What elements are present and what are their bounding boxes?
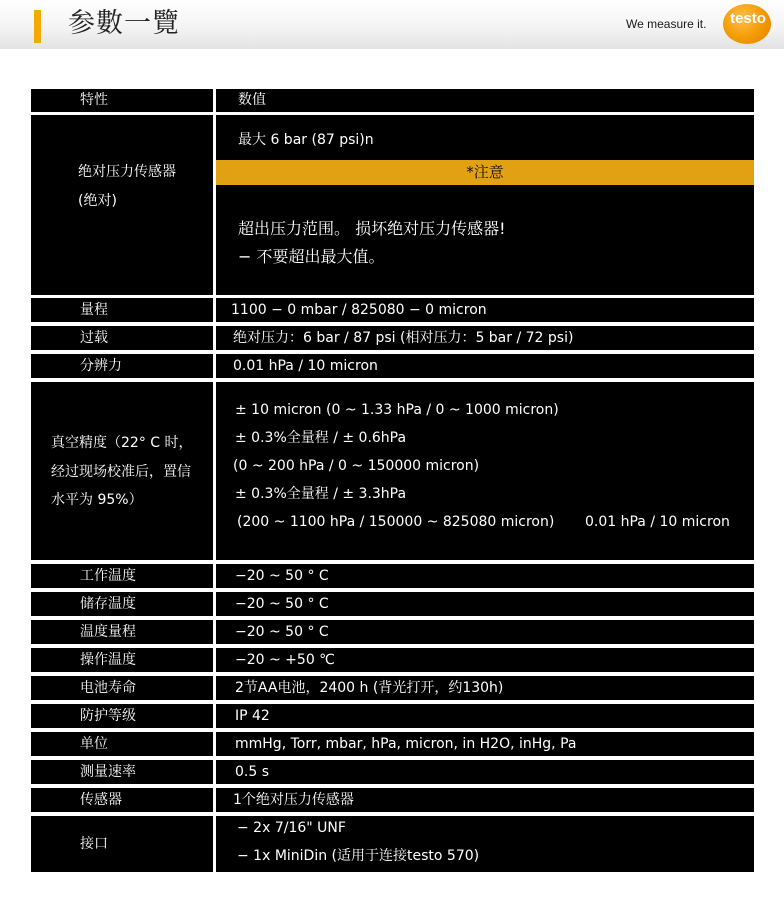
header-cell-property — [31, 89, 213, 112]
row-value-line: (200 ~ 1100 hPa / 150000 ~ 825080 micron) — [237, 514, 555, 530]
row-label-sub: (绝对) — [78, 193, 117, 209]
table-row-label — [31, 732, 213, 756]
row-value: mmHg, Torr, mbar, hPa, micron, in H2O, inHg, Pa — [235, 736, 577, 752]
page-title: 参數一覽 — [68, 8, 180, 39]
table-row-label — [31, 816, 213, 872]
row-label: 真空精度（22° C 时， — [51, 435, 193, 451]
table-row-value — [216, 620, 754, 644]
row-label: 传感器 — [80, 792, 122, 808]
header-cell-value — [216, 89, 754, 112]
table-row-value — [216, 704, 754, 728]
row-value: 0.5 s — [235, 764, 270, 780]
table-row-value — [216, 788, 754, 812]
row-label: 分辨力 — [80, 358, 122, 374]
table-row-label — [31, 298, 213, 322]
table-row-label — [31, 760, 213, 784]
row-label: 工作温度 — [80, 568, 136, 584]
row-value: 最大 6 bar (87 psi)n — [238, 132, 374, 148]
row-value: −20 ~ 50 ° C — [235, 596, 329, 612]
table-row-value — [216, 326, 754, 350]
row-label: 水平为 95%） — [51, 492, 143, 508]
row-value: 绝对压力：6 bar / 87 psi (相对压力：5 bar / 72 psi) — [233, 330, 574, 346]
row-label: 绝对压力传感器 — [78, 164, 176, 180]
row-value: −20 ~ 50 ° C — [235, 624, 329, 640]
table-row-value — [216, 592, 754, 616]
table-row-value — [216, 676, 754, 700]
row-label: 防护等级 — [80, 708, 136, 724]
table-row-label — [31, 592, 213, 616]
row-value-line: − 1x MiniDin (适用于连接testo 570) — [237, 848, 480, 864]
row-label: 温度量程 — [80, 624, 136, 640]
table-row-label — [31, 354, 213, 378]
table-row-value — [216, 354, 754, 378]
table-row-value — [216, 564, 754, 588]
table-row-label — [31, 564, 213, 588]
brand-tagline: We measure it. — [626, 17, 707, 31]
table-row-value — [216, 298, 754, 322]
page-header — [0, 0, 784, 49]
table-row-label — [31, 382, 213, 560]
row-value-line: ± 0.3%全量程 / ± 3.3hPa — [235, 486, 407, 502]
row-label: 测量速率 — [80, 764, 136, 780]
row-value: 2节AA电池，2400 h (背光打开，约130h) — [235, 680, 504, 696]
table-row-value — [216, 732, 754, 756]
row-value-line: (0 ~ 200 hPa / 0 ~ 150000 micron) — [233, 458, 480, 474]
accent-bar — [34, 10, 41, 43]
table-row-value — [216, 816, 754, 872]
row-label: 电池寿命 — [80, 680, 136, 696]
row-label: 储存温度 — [80, 596, 136, 612]
row-value: IP 42 — [235, 708, 270, 724]
note-banner — [216, 160, 754, 185]
row-value-line: − 2x 7/16" UNF — [237, 820, 346, 836]
column-header-value: 数值 — [238, 92, 266, 108]
row-label: 过载 — [80, 330, 108, 346]
row-label: 经过现场校准后，置信 — [51, 464, 191, 480]
logo-text: testo — [730, 10, 766, 27]
note-title: *注意 — [466, 163, 504, 181]
row-value-line: ± 10 micron (0 ~ 1.33 hPa / 0 ~ 1000 micron) — [235, 402, 559, 418]
row-value: −20 ~ +50 ℃ — [235, 652, 335, 668]
row-value: 0.01 hPa / 10 micron — [233, 358, 378, 374]
table-row-label — [31, 326, 213, 350]
table-row-value — [216, 760, 754, 784]
row-value: −20 ~ 50 ° C — [235, 568, 329, 584]
table-row-value — [216, 648, 754, 672]
table-row-value — [216, 115, 754, 295]
table-row-label — [31, 648, 213, 672]
warning-text: 超出压力范围。 损坏绝对压力传感器! — [238, 219, 506, 238]
warning-text: − 不要超出最大值。 — [238, 247, 385, 266]
row-value: 1100 − 0 mbar / 825080 − 0 micron — [231, 302, 487, 318]
table-row-label — [31, 704, 213, 728]
table-row-label — [31, 115, 213, 295]
row-value-line: ± 0.3%全量程 / ± 0.6hPa — [235, 430, 407, 446]
row-label: 单位 — [80, 736, 108, 752]
column-header-property: 特性 — [80, 92, 108, 108]
table-row-label — [31, 676, 213, 700]
table-row-label — [31, 620, 213, 644]
row-label: 操作温度 — [80, 652, 136, 668]
row-label: 接口 — [80, 836, 108, 852]
row-label: 量程 — [80, 302, 108, 318]
table-row-label — [31, 788, 213, 812]
row-value-extra: 0.01 hPa / 10 micron — [585, 514, 730, 530]
row-value: 1个绝对压力传感器 — [233, 792, 354, 808]
table-row-value — [216, 382, 754, 560]
